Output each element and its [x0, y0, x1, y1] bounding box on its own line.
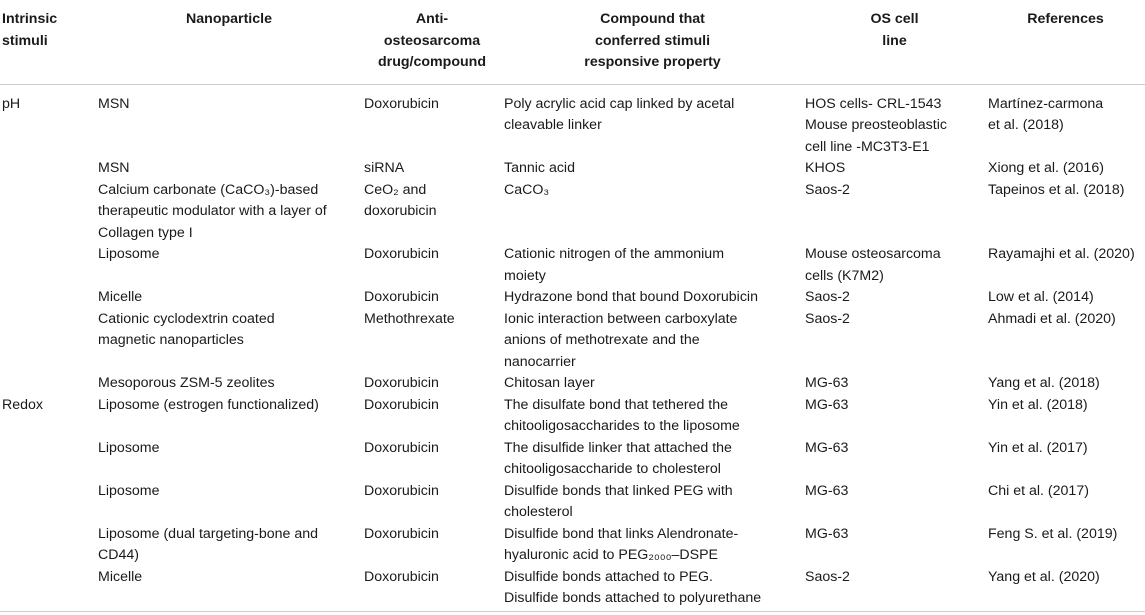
- table-row: [0, 567, 1145, 612]
- compound-cell: [502, 244, 803, 287]
- nanoparticle-cell: [96, 84, 362, 158]
- header-compound: [502, 0, 803, 84]
- stimulus-cell: [0, 287, 96, 309]
- stimulus-cell: [0, 524, 96, 567]
- cell-line: Doxorubicin: [364, 95, 439, 112]
- header-cell-line: [803, 0, 986, 84]
- header-line: stimuli: [2, 32, 48, 49]
- cell-line: cleavable linker: [504, 117, 602, 133]
- cell-line: CeO₂ and: [364, 181, 427, 198]
- cell-line: Saos-2: [805, 181, 850, 198]
- cell-line: MG-63: [805, 482, 849, 499]
- cell-line: Doxorubicin: [364, 396, 439, 413]
- cell-line: HOS cells- CRL-1543: [805, 95, 942, 112]
- compound-cell: [502, 373, 803, 395]
- drug-cell: [362, 287, 502, 309]
- stimulus-label: Redox: [2, 396, 44, 413]
- cell-line: chitooligosaccharide to cholesterol: [504, 461, 721, 477]
- header-line: Anti-: [415, 11, 449, 27]
- compound-cell: [502, 438, 803, 481]
- cell-line: Ahmadi et al. (2020): [988, 310, 1116, 327]
- cell-line: Chi et al. (2017): [988, 482, 1089, 499]
- cell-line: Doxorubicin: [364, 568, 439, 585]
- cell-line-cell: [803, 481, 986, 524]
- cell-line: Doxorubicin: [364, 246, 439, 262]
- cell-line: Doxorubicin: [364, 439, 439, 456]
- header-row: [0, 0, 1145, 84]
- table-row: [0, 481, 1145, 524]
- cell-line: Doxorubicin: [364, 525, 439, 542]
- cell-line: Disulfide bond that links Alendronate-: [504, 525, 739, 542]
- reference-cell: [986, 158, 1145, 180]
- cell-line: anions of methotrexate and the: [504, 332, 700, 348]
- cell-line: CaCO₃: [504, 181, 550, 198]
- cell-line: chitooligosaccharides to the liposome: [504, 418, 740, 434]
- cell-line: et al. (2018): [988, 117, 1064, 133]
- cell-line-cell: [803, 524, 986, 567]
- reference-cell: [986, 567, 1145, 612]
- drug-cell: [362, 438, 502, 481]
- table-row: [0, 438, 1145, 481]
- nanoparticle-cell: [96, 567, 362, 612]
- compound-cell: [502, 567, 803, 612]
- cell-line: MG-63: [805, 525, 849, 542]
- compound-cell: [502, 395, 803, 438]
- cell-line: Saos-2: [805, 289, 850, 305]
- nanoparticle-cell: [96, 244, 362, 287]
- drug-cell: [362, 395, 502, 438]
- table-row: [0, 244, 1145, 287]
- cell-line: Yang et al. (2020): [988, 568, 1100, 585]
- header-line: Nanoparticle: [186, 11, 272, 27]
- cell-line-cell: [803, 287, 986, 309]
- cell-line: Doxorubicin: [364, 289, 439, 305]
- nanoparticle-cell: [96, 481, 362, 524]
- header-line: conferred stimuli: [594, 32, 711, 49]
- cell-line: Mesoporous ZSM-5 zeolites: [98, 375, 275, 391]
- header-line: osteosarcoma: [383, 32, 481, 49]
- header-line: line: [882, 32, 907, 49]
- cell-line: cell line -MC3T3-E1: [805, 138, 930, 155]
- compound-cell: [502, 180, 803, 245]
- table-row: [0, 180, 1145, 245]
- stimulus-cell: [0, 481, 96, 524]
- table-row: [0, 287, 1145, 309]
- header-references: [986, 0, 1145, 84]
- cell-line: Disulfide bonds attached to PEG.: [504, 568, 713, 585]
- compound-cell: [502, 84, 803, 158]
- cell-line-cell: [803, 244, 986, 287]
- cell-line: Yin et al. (2017): [988, 439, 1088, 456]
- nanoparticle-cell: [96, 373, 362, 395]
- cell-line: Hydrazone bond that bound Doxorubicin: [504, 289, 758, 305]
- cell-line-cell: [803, 158, 986, 180]
- stimulus-cell: [0, 309, 96, 374]
- header-line: Compound that: [600, 11, 705, 27]
- table-row: [0, 395, 1145, 438]
- cell-line: cells (K7M2): [805, 267, 884, 284]
- cell-line: Martínez-carmona: [988, 95, 1104, 112]
- cell-line-cell: [803, 180, 986, 245]
- cell-line: hyaluronic acid to PEG₂₀₀₀–DSPE: [504, 547, 719, 563]
- cell-line: Micelle: [98, 289, 143, 305]
- cell-line: Micelle: [98, 568, 143, 585]
- reference-cell: [986, 309, 1145, 374]
- cell-line: therapeutic modulator with a layer of: [98, 203, 327, 219]
- cell-line: Chitosan layer: [504, 375, 595, 391]
- table-row: [0, 373, 1145, 395]
- cell-line: CD44): [98, 547, 139, 563]
- table-row: [0, 524, 1145, 567]
- cell-line: KHOS: [805, 160, 846, 176]
- cell-line-cell: [803, 567, 986, 612]
- stimulus-cell: [0, 373, 96, 395]
- cell-line-cell: [803, 395, 986, 438]
- cell-line: Liposome: [98, 439, 160, 456]
- drug-cell: [362, 481, 502, 524]
- stimulus-cell: [0, 395, 96, 438]
- cell-line: Ionic interaction between carboxylate: [504, 310, 738, 327]
- cell-line: Xiong et al. (2016): [988, 160, 1104, 176]
- cell-line: Low et al. (2014): [988, 289, 1094, 305]
- cell-line-cell: [803, 373, 986, 395]
- drug-cell: [362, 180, 502, 245]
- reference-cell: [986, 244, 1145, 287]
- cell-line: Rayamajhi et al. (2020): [988, 246, 1135, 262]
- stimulus-label: pH: [2, 95, 21, 112]
- cell-line: Yang et al. (2018): [988, 375, 1100, 391]
- nanoparticle-cell: [96, 395, 362, 438]
- cell-line: Liposome: [98, 482, 160, 499]
- header-drug: [362, 0, 502, 84]
- table-body: [0, 84, 1145, 611]
- reference-cell: [986, 395, 1145, 438]
- nanoparticle-cell: [96, 158, 362, 180]
- cell-line: Tannic acid: [504, 160, 575, 176]
- header-line: responsive property: [584, 54, 721, 70]
- stimulus-cell: [0, 180, 96, 245]
- cell-line: nanocarrier: [504, 353, 576, 370]
- cell-line: cholesterol: [504, 504, 573, 520]
- cell-line: doxorubicin: [364, 203, 437, 219]
- drug-cell: [362, 373, 502, 395]
- nanoparticle-cell: [96, 524, 362, 567]
- cell-line: MG-63: [805, 396, 849, 413]
- cell-line: The disulfate bond that tethered the: [504, 396, 729, 413]
- cell-line: Doxorubicin: [364, 482, 439, 499]
- drug-cell: [362, 244, 502, 287]
- nanoparticle-cell: [96, 438, 362, 481]
- header-line: References: [1027, 11, 1104, 27]
- cell-line: Poly acrylic acid cap linked by acetal: [504, 95, 735, 112]
- header-line: OS cell: [870, 11, 919, 27]
- cell-line: MG-63: [805, 375, 849, 391]
- cell-line: Mouse osteosarcoma: [805, 246, 941, 262]
- cell-line-cell: [803, 84, 986, 158]
- cell-line: MSN: [98, 160, 130, 176]
- drug-cell: [362, 84, 502, 158]
- cell-line: Mouse preosteoblastic: [805, 117, 947, 133]
- reference-cell: [986, 287, 1145, 309]
- stimulus-cell: [0, 84, 96, 158]
- header-nanoparticle: [96, 0, 362, 84]
- compound-cell: [502, 158, 803, 180]
- cell-line: moiety: [504, 267, 546, 284]
- stimulus-cell: [0, 438, 96, 481]
- drug-cell: [362, 158, 502, 180]
- drug-cell: [362, 567, 502, 612]
- cell-line: Liposome (dual targeting-bone and: [98, 525, 319, 542]
- nanoparticle-cell: [96, 309, 362, 374]
- reference-cell: [986, 180, 1145, 245]
- compound-cell: [502, 481, 803, 524]
- cell-line: Yin et al. (2018): [988, 396, 1088, 413]
- reference-cell: [986, 481, 1145, 524]
- cell-line-cell: [803, 438, 986, 481]
- stimulus-cell: [0, 567, 96, 612]
- cell-line: magnetic nanoparticles: [98, 332, 244, 348]
- cell-line: Saos-2: [805, 310, 850, 327]
- cell-line: The disulfide linker that attached the: [504, 439, 732, 456]
- reference-cell: [986, 84, 1145, 158]
- drug-cell: [362, 309, 502, 374]
- cell-line: Liposome: [98, 246, 160, 262]
- reference-cell: [986, 524, 1145, 567]
- header-intrinsic-stimuli: [0, 0, 96, 84]
- cell-line: Tapeinos et al. (2018): [988, 181, 1125, 198]
- header-line: drug/compound: [378, 54, 486, 70]
- cell-line: Methothrexate: [364, 310, 455, 327]
- cell-line: siRNA: [364, 160, 405, 176]
- cell-line-cell: [803, 309, 986, 374]
- stimulus-cell: [0, 158, 96, 180]
- reference-cell: [986, 373, 1145, 395]
- reference-cell: [986, 438, 1145, 481]
- cell-line: Feng S. et al. (2019): [988, 525, 1118, 542]
- stimulus-cell: [0, 244, 96, 287]
- cell-line: Doxorubicin: [364, 375, 439, 391]
- cell-line: MG-63: [805, 439, 849, 456]
- nanoparticle-cell: [96, 287, 362, 309]
- table-row: [0, 84, 1145, 158]
- compound-cell: [502, 524, 803, 567]
- cell-line: Calcium carbonate (CaCO₃)-based: [98, 181, 319, 198]
- header-line: Intrinsic: [2, 11, 58, 27]
- table-row: [0, 309, 1145, 374]
- cell-line: Disulfide bonds that linked PEG with: [504, 482, 733, 499]
- compound-cell: [502, 309, 803, 374]
- cell-line: Cationic cyclodextrin coated: [98, 310, 275, 327]
- table-row: [0, 158, 1145, 180]
- cell-line: Liposome (estrogen functionalized): [98, 396, 319, 413]
- cell-line: Cationic nitrogen of the ammonium: [504, 246, 725, 262]
- drug-cell: [362, 524, 502, 567]
- nanoparticle-cell: [96, 180, 362, 245]
- cell-line: Saos-2: [805, 568, 850, 585]
- cell-line: MSN: [98, 95, 130, 112]
- cell-line: Disulfide bonds attached to polyurethane: [504, 590, 762, 606]
- compound-cell: [502, 287, 803, 309]
- cell-line: Collagen type I: [98, 224, 193, 241]
